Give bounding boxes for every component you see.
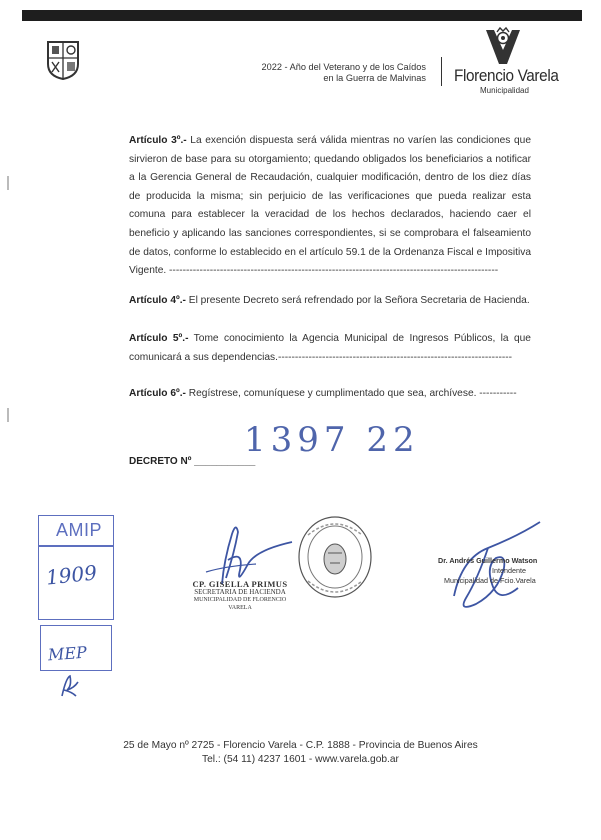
- article-4-label: Artículo 4º.-: [129, 295, 186, 306]
- year-motto-line1: 2022 - Año del Veterano y de los Caídos: [261, 62, 426, 72]
- article-5: [129, 330, 531, 367]
- decree-number-stamp: 1397 22: [244, 420, 420, 460]
- article-4: [129, 292, 531, 311]
- article-5-label: Artículo 5º.-: [129, 333, 189, 344]
- year-motto-line2: en la Guerra de Malvinas: [323, 73, 426, 83]
- article-6-label: Artículo 6º.-: [129, 388, 186, 399]
- scan-edge-mark: [7, 408, 9, 422]
- official-seal-icon: [296, 515, 374, 599]
- decree-label: DECRETO Nº ___________: [129, 456, 256, 467]
- article-3-label: Artículo 3º.-: [129, 135, 187, 146]
- footer-contact: Tel.: (54 11) 4237 1601 - www.varela.gob.ar: [202, 754, 399, 765]
- signature-left-block: [190, 580, 290, 612]
- florencio-varela-logo-icon: [483, 26, 523, 66]
- signature-right-org: Municipalidad de Fcio.Varela: [444, 576, 536, 585]
- signature-right-role: Intendente: [492, 566, 526, 575]
- top-black-bar: [22, 10, 582, 21]
- signature-right-block: [438, 556, 537, 586]
- footer-address: 25 de Mayo nº 2725 - Florencio Varela - C.P. 1888 - Provincia de Buenos Aires: [123, 740, 478, 751]
- article-3-text: La exención dispuesta será válida mientras no varíen las condiciones que sirvieron de base para su otorgamiento; quedando obligados los beneficiarios a notificar a la Gerencia General de Recaudación, cualquier modificación, dentro de los diez días de producida la misma; sin perjuicio de las verificaciones que pueda realizar esta comuna para establecer la veracidad de los hechos declarados, haciendo caer el beneficio y aplicando las sanciones correspondientes, si se comprobara el falseamiento de datos, conforme lo establecido en el artículo 59.1 de la Ordenanza Fiscal e Impositiva Vigente. -------------------------------------------------------------------------------------------------: [129, 135, 531, 277]
- brand-name: Florencio Varela: [454, 66, 559, 85]
- article-3: [129, 132, 531, 281]
- mep-handwritten: MEP: [47, 642, 88, 665]
- signature-left-org: MUNICIPALIDAD DE FLORENCIO VARELA: [193, 597, 287, 611]
- brand-subtitle: Municipalidad: [480, 86, 529, 95]
- amip-stamp-divider: [38, 545, 114, 547]
- article-4-text: El presente Decreto será refrendado por la Señora Secretaria de Hacienda.: [185, 295, 530, 306]
- amip-handwritten-number: 1909: [44, 560, 99, 590]
- scan-edge-mark: [7, 176, 9, 190]
- initials-scribble-icon: [58, 672, 82, 700]
- header-divider: [441, 57, 442, 86]
- signature-left-role: SECRETARIA DE HACIENDA: [194, 588, 286, 596]
- municipal-crest-icon: [46, 38, 80, 80]
- signature-right-name: Dr. Andrés Guillermo Watson: [438, 556, 538, 565]
- year-motto: [236, 62, 426, 84]
- signature-left-name: CP. GISELLA PRIMUS: [192, 579, 288, 589]
- article-6-text: Regístrese, comuníquese y cumplimentado que sea, archívese. -----------: [185, 388, 517, 399]
- article-6: [129, 385, 531, 404]
- article-5-text: Tome conocimiento la Agencia Municipal de Ingresos Públicos, la que comunicará a sus dependencias.---------------------------------------------------------------------: [129, 333, 531, 363]
- amip-stamp-label: AMIP: [56, 520, 103, 540]
